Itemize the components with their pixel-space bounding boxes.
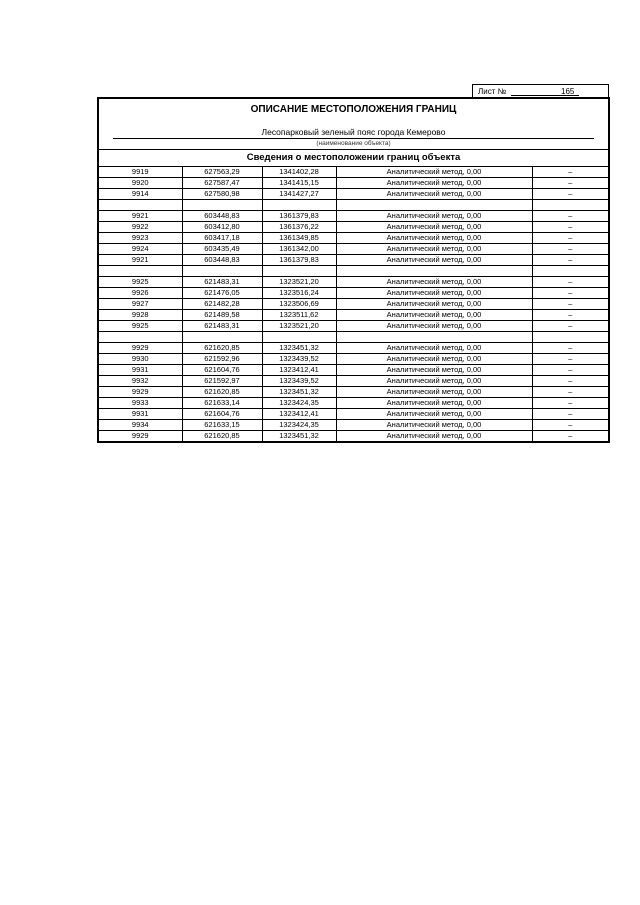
x-coordinate-cell: 603435,49 bbox=[182, 244, 262, 255]
y-coordinate-cell: 1323451,32 bbox=[262, 343, 336, 354]
object-name-caption: (наименование объекта) bbox=[316, 140, 391, 147]
point-number-cell: 9931 bbox=[99, 409, 182, 420]
description-cell: – bbox=[532, 189, 608, 200]
method-accuracy-cell: Аналитический метод, 0,00 bbox=[336, 233, 532, 244]
x-coordinate-cell: 627587,47 bbox=[182, 178, 262, 189]
method-accuracy-cell: Аналитический метод, 0,00 bbox=[336, 354, 532, 365]
y-coordinate-cell: 1323424,35 bbox=[262, 398, 336, 409]
y-coordinate-cell: 1323439,52 bbox=[262, 376, 336, 387]
table-row bbox=[99, 310, 608, 321]
description-cell: – bbox=[532, 343, 608, 354]
sheet-label: Лист № bbox=[478, 87, 507, 96]
table-row bbox=[99, 277, 608, 288]
table-row bbox=[99, 343, 608, 354]
method-accuracy-cell: Аналитический метод, 0,00 bbox=[336, 409, 532, 420]
point-number-cell: 9919 bbox=[99, 167, 182, 178]
table-row bbox=[99, 409, 608, 420]
description-cell: – bbox=[532, 354, 608, 365]
table-row-separator bbox=[99, 332, 608, 343]
x-coordinate-cell: 621633,15 bbox=[182, 420, 262, 431]
description-cell: – bbox=[532, 398, 608, 409]
description-cell: – bbox=[532, 233, 608, 244]
table-row bbox=[99, 299, 608, 310]
table-row bbox=[99, 178, 608, 189]
x-coordinate-cell: 621604,76 bbox=[182, 365, 262, 376]
point-number-cell: 9921 bbox=[99, 211, 182, 222]
x-coordinate-cell: 603417,18 bbox=[182, 233, 262, 244]
y-coordinate-cell: 1361379,83 bbox=[262, 211, 336, 222]
y-coordinate-cell: 1361349,85 bbox=[262, 233, 336, 244]
method-accuracy-cell: Аналитический метод, 0,00 bbox=[336, 431, 532, 442]
point-number-cell: 9924 bbox=[99, 244, 182, 255]
sheet-number: 165 bbox=[561, 87, 575, 96]
x-coordinate-cell bbox=[182, 200, 262, 211]
method-accuracy-cell: Аналитический метод, 0,00 bbox=[336, 398, 532, 409]
method-accuracy-cell: Аналитический метод, 0,00 bbox=[336, 288, 532, 299]
point-number-cell: 9932 bbox=[99, 376, 182, 387]
point-number-cell: 9929 bbox=[99, 387, 182, 398]
table-row bbox=[99, 222, 608, 233]
x-coordinate-cell: 621592,97 bbox=[182, 376, 262, 387]
point-number-cell: 9923 bbox=[99, 233, 182, 244]
description-cell: – bbox=[532, 277, 608, 288]
method-accuracy-cell: Аналитический метод, 0,00 bbox=[336, 189, 532, 200]
point-number-cell: 9922 bbox=[99, 222, 182, 233]
y-coordinate-cell: 1323506,69 bbox=[262, 299, 336, 310]
y-coordinate-cell: 1323451,32 bbox=[262, 387, 336, 398]
object-name: Лесопарковый зеленый пояс города Кемерово bbox=[261, 127, 446, 137]
method-accuracy-cell bbox=[336, 266, 532, 277]
document-title: ОПИСАНИЕ МЕСТОПОЛОЖЕНИЯ ГРАНИЦ bbox=[250, 104, 457, 115]
description-cell: – bbox=[532, 211, 608, 222]
table-row bbox=[99, 255, 608, 266]
description-cell bbox=[532, 332, 608, 343]
point-number-cell bbox=[99, 332, 182, 343]
table-row-separator bbox=[99, 266, 608, 277]
y-coordinate-cell: 1323424,35 bbox=[262, 420, 336, 431]
x-coordinate-cell: 621483,31 bbox=[182, 277, 262, 288]
coordinates-table-body bbox=[99, 167, 608, 442]
method-accuracy-cell: Аналитический метод, 0,00 bbox=[336, 343, 532, 354]
method-accuracy-cell: Аналитический метод, 0,00 bbox=[336, 178, 532, 189]
description-cell bbox=[532, 200, 608, 211]
method-accuracy-cell: Аналитический метод, 0,00 bbox=[336, 310, 532, 321]
table-row bbox=[99, 244, 608, 255]
y-coordinate-cell bbox=[262, 266, 336, 277]
description-cell: – bbox=[532, 321, 608, 332]
y-coordinate-cell: 1323439,52 bbox=[262, 354, 336, 365]
point-number-cell: 9929 bbox=[99, 431, 182, 442]
description-cell: – bbox=[532, 431, 608, 442]
x-coordinate-cell: 603448,83 bbox=[182, 211, 262, 222]
y-coordinate-cell: 1341402,28 bbox=[262, 167, 336, 178]
table-row bbox=[99, 376, 608, 387]
x-coordinate-cell: 621489,58 bbox=[182, 310, 262, 321]
description-cell: – bbox=[532, 310, 608, 321]
x-coordinate-cell: 621620,85 bbox=[182, 431, 262, 442]
description-cell: – bbox=[532, 178, 608, 189]
method-accuracy-cell: Аналитический метод, 0,00 bbox=[336, 365, 532, 376]
method-accuracy-cell: Аналитический метод, 0,00 bbox=[336, 299, 532, 310]
x-coordinate-cell: 621592,96 bbox=[182, 354, 262, 365]
x-coordinate-cell: 621604,76 bbox=[182, 409, 262, 420]
table-row bbox=[99, 288, 608, 299]
x-coordinate-cell bbox=[182, 266, 262, 277]
x-coordinate-cell: 621620,85 bbox=[182, 387, 262, 398]
y-coordinate-cell: 1323521,20 bbox=[262, 321, 336, 332]
y-coordinate-cell: 1341427,27 bbox=[262, 189, 336, 200]
method-accuracy-cell: Аналитический метод, 0,00 bbox=[336, 420, 532, 431]
description-cell: – bbox=[532, 255, 608, 266]
table-row bbox=[99, 354, 608, 365]
x-coordinate-cell: 627563,29 bbox=[182, 167, 262, 178]
table-row bbox=[99, 321, 608, 332]
x-coordinate-cell: 627580,98 bbox=[182, 189, 262, 200]
table-row bbox=[99, 167, 608, 178]
method-accuracy-cell: Аналитический метод, 0,00 bbox=[336, 255, 532, 266]
method-accuracy-cell bbox=[336, 332, 532, 343]
description-cell: – bbox=[532, 288, 608, 299]
x-coordinate-cell bbox=[182, 332, 262, 343]
description-cell: – bbox=[532, 244, 608, 255]
method-accuracy-cell: Аналитический метод, 0,00 bbox=[336, 167, 532, 178]
table-row bbox=[99, 398, 608, 409]
point-number-cell: 9927 bbox=[99, 299, 182, 310]
point-number-cell: 9930 bbox=[99, 354, 182, 365]
description-cell bbox=[532, 266, 608, 277]
point-number-cell: 9925 bbox=[99, 321, 182, 332]
coordinates-table bbox=[99, 166, 608, 441]
method-accuracy-cell: Аналитический метод, 0,00 bbox=[336, 277, 532, 288]
table-row bbox=[99, 233, 608, 244]
x-coordinate-cell: 603448,83 bbox=[182, 255, 262, 266]
method-accuracy-cell: Аналитический метод, 0,00 bbox=[336, 244, 532, 255]
point-number-cell: 9921 bbox=[99, 255, 182, 266]
description-cell: – bbox=[532, 376, 608, 387]
description-cell: – bbox=[532, 299, 608, 310]
y-coordinate-cell: 1361342,00 bbox=[262, 244, 336, 255]
point-number-cell bbox=[99, 266, 182, 277]
table-row-separator bbox=[99, 200, 608, 211]
x-coordinate-cell: 621633,14 bbox=[182, 398, 262, 409]
x-coordinate-cell: 603412,80 bbox=[182, 222, 262, 233]
method-accuracy-cell: Аналитический метод, 0,00 bbox=[336, 211, 532, 222]
table-row bbox=[99, 387, 608, 398]
y-coordinate-cell: 1323521,20 bbox=[262, 277, 336, 288]
point-number-cell: 9914 bbox=[99, 189, 182, 200]
x-coordinate-cell: 621476,05 bbox=[182, 288, 262, 299]
sheet-number-box bbox=[472, 84, 609, 97]
y-coordinate-cell bbox=[262, 332, 336, 343]
y-coordinate-cell: 1323412,41 bbox=[262, 409, 336, 420]
point-number-cell: 9933 bbox=[99, 398, 182, 409]
table-row bbox=[99, 420, 608, 431]
y-coordinate-cell: 1323511,62 bbox=[262, 310, 336, 321]
point-number-cell: 9925 bbox=[99, 277, 182, 288]
method-accuracy-cell: Аналитический метод, 0,00 bbox=[336, 376, 532, 387]
method-accuracy-cell: Аналитический метод, 0,00 bbox=[336, 321, 532, 332]
section-heading: Сведения о местоположении границ объекта bbox=[99, 149, 608, 166]
description-cell: – bbox=[532, 222, 608, 233]
description-cell: – bbox=[532, 365, 608, 376]
table-row bbox=[99, 211, 608, 222]
point-number-cell: 9928 bbox=[99, 310, 182, 321]
table-row bbox=[99, 431, 608, 442]
description-cell: – bbox=[532, 420, 608, 431]
point-number-cell bbox=[99, 200, 182, 211]
point-number-cell: 9929 bbox=[99, 343, 182, 354]
point-number-cell: 9926 bbox=[99, 288, 182, 299]
y-coordinate-cell bbox=[262, 200, 336, 211]
table-row bbox=[99, 189, 608, 200]
form-header bbox=[99, 99, 608, 149]
point-number-cell: 9920 bbox=[99, 178, 182, 189]
y-coordinate-cell: 1341415,15 bbox=[262, 178, 336, 189]
x-coordinate-cell: 621482,28 bbox=[182, 299, 262, 310]
y-coordinate-cell: 1323451,32 bbox=[262, 431, 336, 442]
method-accuracy-cell bbox=[336, 200, 532, 211]
y-coordinate-cell: 1361376,22 bbox=[262, 222, 336, 233]
y-coordinate-cell: 1323516,24 bbox=[262, 288, 336, 299]
description-cell: – bbox=[532, 409, 608, 420]
method-accuracy-cell: Аналитический метод, 0,00 bbox=[336, 387, 532, 398]
x-coordinate-cell: 621483,31 bbox=[182, 321, 262, 332]
table-row bbox=[99, 365, 608, 376]
description-cell: – bbox=[532, 387, 608, 398]
point-number-cell: 9931 bbox=[99, 365, 182, 376]
method-accuracy-cell: Аналитический метод, 0,00 bbox=[336, 222, 532, 233]
description-cell: – bbox=[532, 167, 608, 178]
y-coordinate-cell: 1361379,83 bbox=[262, 255, 336, 266]
boundary-description-form bbox=[97, 97, 610, 443]
x-coordinate-cell: 621620,85 bbox=[182, 343, 262, 354]
point-number-cell: 9934 bbox=[99, 420, 182, 431]
y-coordinate-cell: 1323412,41 bbox=[262, 365, 336, 376]
